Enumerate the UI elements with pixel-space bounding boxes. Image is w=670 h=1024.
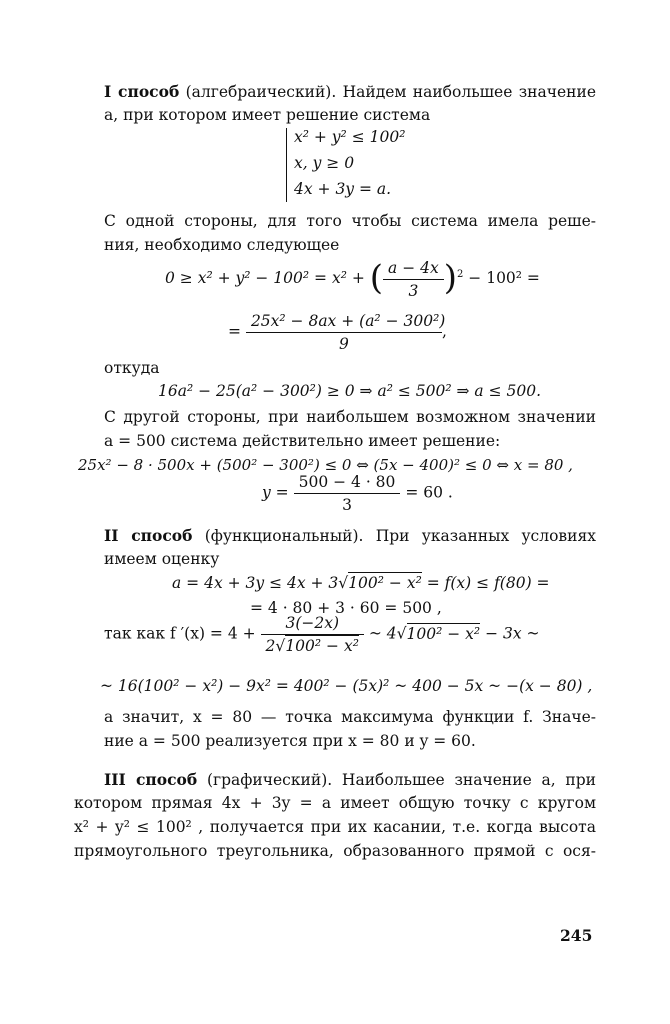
page-number: 245 xyxy=(560,926,593,945)
m2-eq2: = 4 · 80 + 3 · 60 = 500 , xyxy=(250,599,442,617)
method1-heading: I способ xyxy=(104,82,180,101)
method1-line1: I способ (алгебраический). Найдем наибольшее значение xyxy=(104,82,596,101)
m2-concl-line1: а значит, x = 80 — точка максимума функции f. Значе- xyxy=(104,708,596,726)
method3-heading: III способ xyxy=(104,770,198,789)
system-brace xyxy=(286,128,287,202)
method2-line2: имеем оценку xyxy=(104,550,220,568)
m2-eq4: ~ 16(100² − x²) − 9x² = 400² − (5x)² ~ 400 − 5x ~ −(x − 80) , xyxy=(100,677,593,695)
method3-line1: III способ (графический). Наибольшее значение a, при xyxy=(104,770,596,789)
m2-eq1: a = 4x + 3y ≤ 4x + 3√100² − x² = f(x) ≤ f(80) = xyxy=(172,574,550,592)
system-eq1: x² + y² ≤ 100² xyxy=(294,128,406,146)
para1-line2: ния, необходимо следующее xyxy=(104,236,340,254)
method3-line4: прямоугольного треугольника, образованного прямой с ося- xyxy=(74,842,596,860)
para2-line1: С другой стороны, при наибольшем возможном значении xyxy=(104,408,596,426)
whence: откуда xyxy=(104,359,160,377)
para2-line2: a = 500 система действительно имеет решение: xyxy=(104,432,501,450)
eq5: y = $\frac{500 - 4 \cdot 80}{3}$ = 60 . xyxy=(262,473,453,514)
eq2: = $\frac{\text{25x² − 8ax + (a² − 300²)}}{9}$ , xyxy=(228,312,447,353)
method2-heading: II способ xyxy=(104,526,193,545)
system-eq3: 4x + 3y = a. xyxy=(294,180,392,198)
method2-line1: II способ (функциональный). При указанных условиях xyxy=(104,526,596,545)
para1-line1: С одной стороны, для того чтобы система имела реше- xyxy=(104,212,596,230)
m2-concl-line2: ние a = 500 реализуется при x = 80 и y = 60. xyxy=(104,732,476,750)
method3-line3: x² + y² ≤ 100² , получается при их касании, т.е. когда высота xyxy=(74,818,596,836)
system-eq2: x, y ≥ 0 xyxy=(294,154,355,172)
eq1: 0 ≥ x² + y² − 100² = x² + ( $\frac{a - 4x}{3}$ )$^2$ − 100² = xyxy=(165,258,540,300)
method3-line2: котором прямая 4x + 3y = a имеет общую точку с кругом xyxy=(74,794,596,812)
eq4: 25x² − 8 · 500x + (500² − 300²) ≤ 0 ⇔ (5x − 400)² ≤ 0 ⇔ x = 80 , xyxy=(78,456,573,474)
eq3: 16a² − 25(a² − 300²) ≥ 0 ⇒ a² ≤ 500² ⇒ a ≤ 500. xyxy=(158,382,542,400)
m2-derivative: так как f ′(x) = 4 + $\frac{3(-2x)}{\text{2√100² − x²}}$ ~ 4√100² − x² − 3x ~ xyxy=(104,614,540,655)
method1-line2: a, при котором имеет решение система xyxy=(104,106,431,124)
